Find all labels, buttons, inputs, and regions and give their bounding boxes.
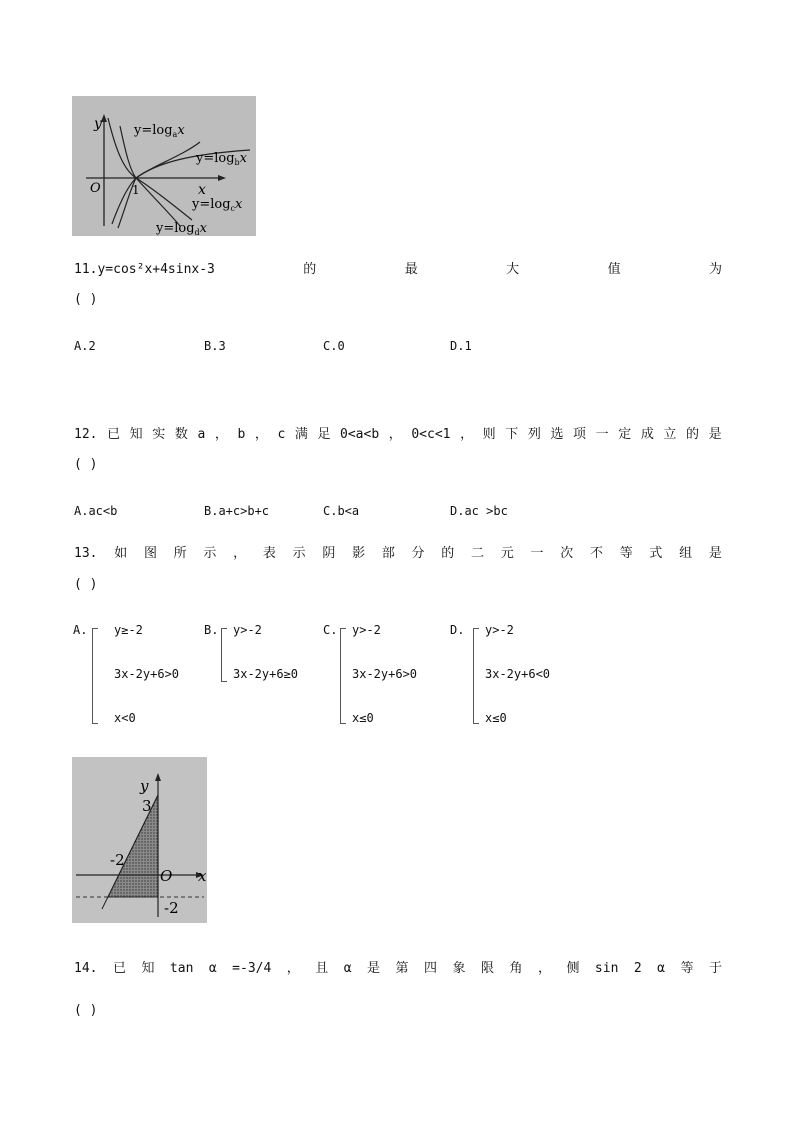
q13-part: 式 (649, 546, 663, 561)
q14-part: ， (286, 961, 300, 976)
svg-text:y=logax: $y=\log_ax$ (134, 123, 185, 139)
q11-option-a: A.2 (74, 339, 96, 353)
q13-stem (74, 545, 722, 563)
q13-option-a-label: A. (73, 623, 88, 637)
q11-stem-line (74, 261, 722, 279)
fig2-y-label: y (140, 777, 149, 795)
q14-stem-line (74, 960, 722, 978)
q13-option-a-line3: x<0 (114, 711, 136, 725)
fig1-label-b (195, 151, 248, 167)
q14-part: tan (169, 961, 194, 976)
q14-part: 2 (633, 961, 642, 976)
q12-answer-paren: ( ) (74, 457, 98, 472)
fig1-label-a (133, 123, 185, 139)
fig1-label-c (191, 197, 243, 213)
q12-part: 0<c<1 (411, 427, 451, 442)
q13-option-b-line2: 3x-2y+6≥0 (233, 667, 299, 681)
q14-part: 象 (452, 961, 466, 976)
fig2-tick-3: 3 (142, 797, 152, 815)
svg-text:y=logcx: $y=\log_cx$ (192, 197, 243, 213)
q14-part: 且 (315, 961, 329, 976)
q12-part: ， (388, 427, 402, 442)
q13-answer-paren: ( ) (74, 577, 98, 592)
q11-part: 最 (404, 262, 418, 277)
q14-part: =-3/4 (232, 961, 272, 976)
q12-part: 知 (129, 427, 143, 442)
q14-part: 14. (74, 961, 98, 976)
q13-option-c-line2: 3x-2y+6>0 (352, 667, 418, 681)
q14-part: 于 (708, 961, 722, 976)
q12-part: 定 (618, 427, 632, 442)
q13-option-c-line1: y>-2 (352, 623, 381, 637)
q11-part: 大 (506, 262, 520, 277)
q11-option-b: B.3 (204, 339, 226, 353)
q12-part: 一 (595, 427, 609, 442)
q11-stem (74, 261, 722, 279)
q13-part: 的 (441, 546, 455, 561)
q14-part: 第 (395, 961, 409, 976)
q13-part: 分 (411, 546, 425, 561)
q13-part: 部 (381, 546, 395, 561)
shaded-region-graph (72, 757, 207, 923)
q13-part: 影 (352, 546, 366, 561)
q14-part: 已 (112, 961, 126, 976)
q13-part: 一 (530, 546, 544, 561)
q12-part: 满 (294, 427, 308, 442)
q13-part: 示 (292, 546, 306, 561)
q13-option-d-label: D. (450, 623, 465, 637)
q12-part: 足 (317, 427, 331, 442)
q11-option-d: D.1 (450, 339, 472, 353)
q13-part: 13. (74, 546, 98, 561)
q12-part: ， (460, 427, 474, 442)
q14-part: 角 (509, 961, 523, 976)
fig2-tick-y-neg2: -2 (164, 899, 179, 917)
q12-stem (74, 426, 722, 444)
q13-option-c-brace (340, 628, 346, 724)
q12-option-d: D.ac >bc (450, 504, 508, 518)
fig1-origin-label: O (90, 181, 101, 196)
q13-part: 阴 (322, 546, 336, 561)
q14-stem (74, 960, 722, 978)
q13-part: ， (233, 546, 247, 561)
log-curves-figure (72, 96, 256, 236)
q14-part: 等 (680, 961, 694, 976)
q12-part: 的 (686, 427, 700, 442)
q12-part: 列 (527, 427, 541, 442)
q13-part: 图 (143, 546, 157, 561)
q12-part: ， (214, 427, 228, 442)
svg-text:y=logdx: $y=\log_dx$ (156, 221, 208, 236)
svg-text:y=logbx: $y=\log_bx$ (196, 151, 248, 167)
q13-part: 是 (708, 546, 722, 561)
q13-part: 如 (114, 546, 128, 561)
q12-part: 实 (152, 427, 166, 442)
q12-stem-line (74, 426, 722, 444)
q14-answer-paren: ( ) (74, 1003, 98, 1018)
q13-option-a-line2: 3x-2y+6>0 (114, 667, 180, 681)
q13-option-b-line1: y>-2 (233, 623, 262, 637)
q13-part: 次 (560, 546, 574, 561)
q14-part: α (657, 961, 665, 976)
q13-option-d-line1: y>-2 (485, 623, 514, 637)
q12-part: 是 (708, 427, 722, 442)
q13-part: 不 (589, 546, 603, 561)
fig1-x-label: x (198, 182, 206, 198)
q12-option-b: B.a+c>b+c (204, 504, 270, 518)
q12-part: 则 (482, 427, 496, 442)
q12-part: 项 (573, 427, 587, 442)
q14-part: α (343, 961, 352, 976)
fig2-x-label: x (198, 867, 207, 885)
shaded-region-figure (72, 757, 207, 923)
q14-part: 四 (424, 961, 438, 976)
q14-part: α (208, 961, 217, 976)
q13-part: 表 (262, 546, 276, 561)
q13-option-c-line3: x≤0 (352, 711, 374, 725)
q13-option-a-brace (92, 628, 98, 724)
log-curves-graph (72, 96, 256, 236)
q12-part: 立 (663, 427, 677, 442)
q13-option-a-line1: y≥-2 (114, 623, 143, 637)
q12-part: 0<a<b (340, 427, 380, 442)
q11-part: 值 (607, 262, 621, 277)
q14-part: sin (594, 961, 619, 976)
q12-part: 12. (74, 427, 98, 442)
q14-part: 侧 (566, 961, 580, 976)
q12-part: 已 (107, 427, 121, 442)
q13-part: 等 (619, 546, 633, 561)
q12-option-c: C.b<a (323, 504, 360, 518)
q14-part: ， (537, 961, 551, 976)
fig2-origin-label: O (160, 867, 173, 885)
fig1-y-label: y (94, 116, 102, 132)
q13-part: 组 (679, 546, 693, 561)
q12-part: 下 (505, 427, 519, 442)
q14-part: 是 (367, 961, 381, 976)
q13-part: 元 (500, 546, 514, 561)
q11-option-c: C.0 (323, 339, 345, 353)
q11-part: 11.y=cos²x+4sinx-3 (74, 262, 215, 277)
q13-option-c-label: C. (323, 623, 338, 637)
q12-part: c (277, 427, 286, 442)
q12-option-a: A.ac<b (74, 504, 118, 518)
q13-part: 示 (203, 546, 217, 561)
q12-part: 成 (640, 427, 654, 442)
q13-option-b-label: B. (204, 623, 219, 637)
q14-part: 知 (141, 961, 155, 976)
q12-part: 数 (174, 427, 188, 442)
q11-part: 的 (303, 262, 317, 277)
q11-answer-paren: ( ) (74, 292, 98, 307)
q13-option-b-brace (221, 628, 227, 682)
q11-part: 为 (708, 262, 722, 277)
q12-part: ， (254, 427, 268, 442)
fig1-one-label: 1 (132, 183, 140, 197)
q13-option-d-brace (473, 628, 479, 724)
q12-part: 选 (550, 427, 564, 442)
q12-part: b (237, 427, 246, 442)
fig2-tick-x-neg2: -2 (110, 851, 125, 869)
q12-part: a (197, 427, 206, 442)
q13-option-d-line3: x≤0 (485, 711, 507, 725)
fig1-label-d (155, 221, 208, 236)
q13-stem-line (74, 545, 722, 563)
q13-option-d-line2: 3x-2y+6<0 (485, 667, 551, 681)
q13-part: 二 (471, 546, 485, 561)
q14-part: 限 (480, 961, 494, 976)
q13-part: 所 (173, 546, 187, 561)
